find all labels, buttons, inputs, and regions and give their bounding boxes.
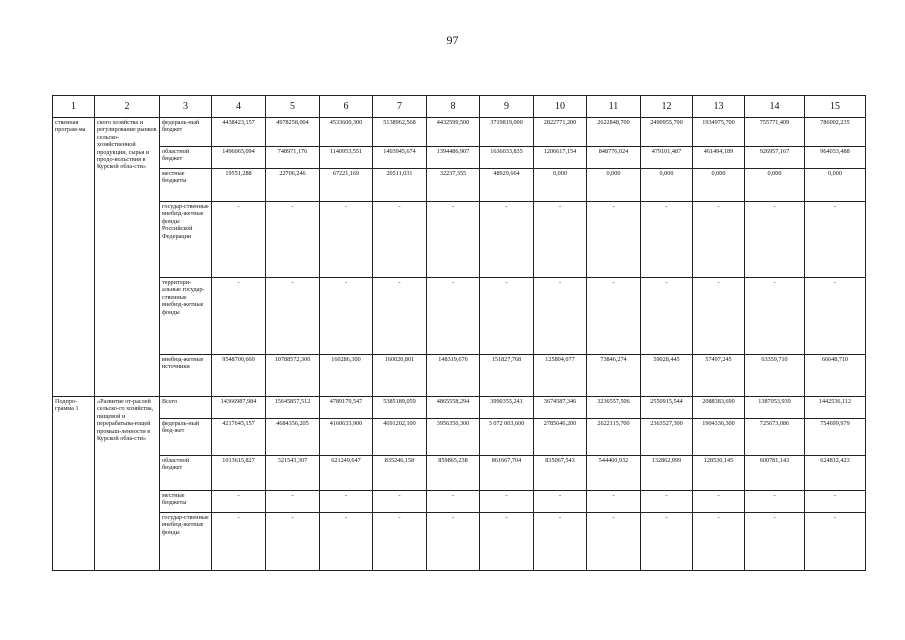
funding-source-cell: местные бюджеты bbox=[160, 491, 212, 513]
value-cell: 1013615,827 bbox=[212, 456, 266, 491]
value-cell: 4438423,157 bbox=[212, 118, 266, 147]
column-header: 1 bbox=[53, 96, 95, 118]
column-header: 3 bbox=[160, 96, 212, 118]
funding-source-cell: государ-ственные внебюд-жетные фонды Российской Федерации bbox=[160, 202, 212, 278]
value-cell: 132862,099 bbox=[641, 456, 693, 491]
column-header: 11 bbox=[587, 96, 641, 118]
value-cell: 160020,801 bbox=[373, 355, 427, 397]
table-row bbox=[53, 169, 866, 202]
value-cell: 9548700,660 bbox=[212, 355, 266, 397]
table-row bbox=[53, 419, 866, 456]
value-cell: 748971,176 bbox=[266, 147, 320, 169]
table-row bbox=[53, 456, 866, 491]
value-cell: - bbox=[534, 491, 587, 513]
value-cell: 57497,245 bbox=[693, 355, 745, 397]
value-cell: - bbox=[427, 202, 480, 278]
value-cell: 15645857,512 bbox=[266, 397, 320, 419]
column-header: 2 bbox=[95, 96, 160, 118]
value-cell: - bbox=[266, 278, 320, 355]
value-cell: - bbox=[373, 491, 427, 513]
value-cell: - bbox=[534, 202, 587, 278]
value-cell: - bbox=[587, 513, 641, 571]
header-row bbox=[53, 96, 866, 118]
value-cell: - bbox=[641, 278, 693, 355]
value-cell: 0,000 bbox=[641, 169, 693, 202]
value-cell: - bbox=[534, 278, 587, 355]
value-cell: 14366987,984 bbox=[212, 397, 266, 419]
value-cell: 32237,355 bbox=[427, 169, 480, 202]
value-cell: 3674587,346 bbox=[534, 397, 587, 419]
value-cell: 148319,676 bbox=[427, 355, 480, 397]
value-cell: 73846,274 bbox=[587, 355, 641, 397]
value-cell: 461494,189 bbox=[693, 147, 745, 169]
value-cell: - bbox=[693, 202, 745, 278]
value-cell: 3956350,300 bbox=[427, 419, 480, 456]
value-cell: 4533600,300 bbox=[320, 118, 373, 147]
value-cell: - bbox=[587, 202, 641, 278]
funding-source-cell: внебюд-жетные источники bbox=[160, 355, 212, 397]
value-cell: - bbox=[480, 513, 534, 571]
value-cell: 725673,086 bbox=[745, 419, 805, 456]
column-header: 13 bbox=[693, 96, 745, 118]
value-cell: 67221,169 bbox=[320, 169, 373, 202]
value-cell: 600781,143 bbox=[745, 456, 805, 491]
funding-source-cell: областной бюджет bbox=[160, 147, 212, 169]
value-cell: 2490955,700 bbox=[641, 118, 693, 147]
table-row bbox=[53, 513, 866, 571]
value-cell: - bbox=[745, 202, 805, 278]
value-cell: 3236557,506 bbox=[587, 397, 641, 419]
value-cell: 20511,031 bbox=[373, 169, 427, 202]
column-header: 12 bbox=[641, 96, 693, 118]
table-row bbox=[53, 118, 866, 147]
funding-source-cell: территори-альные государ-ственные внебюд-жетные фонды bbox=[160, 278, 212, 355]
column-header: 8 bbox=[427, 96, 480, 118]
value-cell: 4684356,205 bbox=[266, 419, 320, 456]
value-cell: 2622848,700 bbox=[587, 118, 641, 147]
value-cell: - bbox=[212, 202, 266, 278]
value-cell: 1140953,551 bbox=[320, 147, 373, 169]
value-cell: 2785646,200 bbox=[534, 419, 587, 456]
table-row bbox=[53, 491, 866, 513]
funding-source-cell: областной бюджет bbox=[160, 456, 212, 491]
value-cell: - bbox=[320, 513, 373, 571]
value-cell: 621249,647 bbox=[320, 456, 373, 491]
value-cell: - bbox=[745, 491, 805, 513]
value-cell: - bbox=[266, 202, 320, 278]
funding-source-cell: местные бюджеты bbox=[160, 169, 212, 202]
value-cell: - bbox=[320, 202, 373, 278]
value-cell: - bbox=[480, 491, 534, 513]
value-cell: 1206617,154 bbox=[534, 147, 587, 169]
program-name-cell: ского хозяйства и регулирование рынков сельско-хозяйственной продукции, сырья и продо-вольствия в Курской обла-сти» bbox=[95, 118, 160, 397]
value-cell: - bbox=[587, 278, 641, 355]
value-cell: 4160633,900 bbox=[320, 419, 373, 456]
value-cell: 63359,710 bbox=[745, 355, 805, 397]
value-cell: 0,000 bbox=[534, 169, 587, 202]
value-cell: - bbox=[266, 491, 320, 513]
program-status-cell: Подпро-грамма 1 bbox=[53, 397, 95, 571]
column-header: 15 bbox=[805, 96, 866, 118]
value-cell: - bbox=[480, 278, 534, 355]
value-cell: 4789179,547 bbox=[320, 397, 373, 419]
value-cell: 22706,246 bbox=[266, 169, 320, 202]
value-cell: 0,000 bbox=[587, 169, 641, 202]
value-cell: - bbox=[320, 491, 373, 513]
value-cell: - bbox=[805, 491, 866, 513]
column-header: 14 bbox=[745, 96, 805, 118]
table-row bbox=[53, 147, 866, 169]
value-cell: 0,000 bbox=[745, 169, 805, 202]
value-cell: - bbox=[745, 513, 805, 571]
value-cell: - bbox=[480, 202, 534, 278]
value-cell: 4691202,100 bbox=[373, 419, 427, 456]
value-cell: 5138962,568 bbox=[373, 118, 427, 147]
value-cell: 835067,543 bbox=[534, 456, 587, 491]
funding-source-cell: государ-ственные внебюд-жетные фонды bbox=[160, 513, 212, 571]
value-cell: - bbox=[745, 278, 805, 355]
value-cell: 1636033,835 bbox=[480, 147, 534, 169]
value-cell: 754699,979 bbox=[805, 419, 866, 456]
value-cell: - bbox=[320, 278, 373, 355]
value-cell: - bbox=[212, 513, 266, 571]
value-cell: 1442536,112 bbox=[805, 397, 866, 419]
table-row bbox=[53, 202, 866, 278]
value-cell: - bbox=[266, 513, 320, 571]
program-status-cell: ственная програм-ма bbox=[53, 118, 95, 397]
column-header: 9 bbox=[480, 96, 534, 118]
value-cell: 2622115,700 bbox=[587, 419, 641, 456]
value-cell: 4865558,294 bbox=[427, 397, 480, 419]
value-cell: 3719819,000 bbox=[480, 118, 534, 147]
value-cell: 125804,077 bbox=[534, 355, 587, 397]
value-cell: 479101,487 bbox=[641, 147, 693, 169]
value-cell: 964033,488 bbox=[805, 147, 866, 169]
value-cell: 755771,409 bbox=[745, 118, 805, 147]
column-header: 7 bbox=[373, 96, 427, 118]
value-cell: 66648,710 bbox=[805, 355, 866, 397]
value-cell: 321543,307 bbox=[266, 456, 320, 491]
value-cell: - bbox=[693, 491, 745, 513]
value-cell: 160286,300 bbox=[320, 355, 373, 397]
value-cell: - bbox=[373, 278, 427, 355]
value-cell: 0,000 bbox=[805, 169, 866, 202]
value-cell: 4217645,157 bbox=[212, 419, 266, 456]
column-header: 6 bbox=[320, 96, 373, 118]
value-cell: - bbox=[427, 491, 480, 513]
value-cell: 861667,704 bbox=[480, 456, 534, 491]
column-header: 4 bbox=[212, 96, 266, 118]
table-row bbox=[53, 397, 866, 419]
value-cell: 10788572,300 bbox=[266, 355, 320, 397]
value-cell: - bbox=[534, 513, 587, 571]
value-cell: - bbox=[805, 202, 866, 278]
value-cell: - bbox=[212, 491, 266, 513]
value-cell: 786002,235 bbox=[805, 118, 866, 147]
value-cell: - bbox=[805, 513, 866, 571]
value-cell: 151827,768 bbox=[480, 355, 534, 397]
value-cell: - bbox=[373, 513, 427, 571]
column-header: 5 bbox=[266, 96, 320, 118]
value-cell: - bbox=[427, 513, 480, 571]
column-header: 10 bbox=[534, 96, 587, 118]
value-cell: - bbox=[641, 202, 693, 278]
funding-source-cell: федераль-ный бюджет bbox=[160, 118, 212, 147]
value-cell: 48929,664 bbox=[480, 169, 534, 202]
value-cell: 59028,445 bbox=[641, 355, 693, 397]
value-cell: 1496065,094 bbox=[212, 147, 266, 169]
table-body bbox=[53, 118, 866, 571]
value-cell: - bbox=[693, 278, 745, 355]
value-cell: - bbox=[427, 278, 480, 355]
page-number: 97 bbox=[446, 33, 459, 47]
program-name-cell: «Развитие от-раслей сельско-го хозяйства, пищевой и перерабатыва-ющей промыш-ленности в Курской обла-сти» bbox=[95, 397, 160, 571]
value-cell: 1403945,674 bbox=[373, 147, 427, 169]
value-cell: 1934975,700 bbox=[693, 118, 745, 147]
value-cell: 1904336,300 bbox=[693, 419, 745, 456]
value-cell: 4432599,500 bbox=[427, 118, 480, 147]
funding-source-cell: Всего bbox=[160, 397, 212, 419]
value-cell: 2822771,200 bbox=[534, 118, 587, 147]
value-cell: 544460,932 bbox=[587, 456, 641, 491]
table-row bbox=[53, 355, 866, 397]
value-cell: 3990355,241 bbox=[480, 397, 534, 419]
value-cell: 19551,288 bbox=[212, 169, 266, 202]
value-cell: 1394486,907 bbox=[427, 147, 480, 169]
value-cell: 848776,024 bbox=[587, 147, 641, 169]
value-cell: - bbox=[641, 491, 693, 513]
value-cell: 2550915,544 bbox=[641, 397, 693, 419]
value-cell: 624812,423 bbox=[805, 456, 866, 491]
value-cell: - bbox=[587, 491, 641, 513]
value-cell: - bbox=[693, 513, 745, 571]
value-cell: 3 072 003,600 bbox=[480, 419, 534, 456]
value-cell: 0,000 bbox=[693, 169, 745, 202]
value-cell: 2363527,300 bbox=[641, 419, 693, 456]
value-cell: 859865,238 bbox=[427, 456, 480, 491]
value-cell: - bbox=[805, 278, 866, 355]
value-cell: - bbox=[641, 513, 693, 571]
value-cell: 5385189,059 bbox=[373, 397, 427, 419]
funding-source-cell: федераль-ный бюд-жет bbox=[160, 419, 212, 456]
budget-table bbox=[52, 95, 866, 571]
value-cell: 926957,167 bbox=[745, 147, 805, 169]
value-cell: - bbox=[373, 202, 427, 278]
value-cell: 2088383,690 bbox=[693, 397, 745, 419]
value-cell: 4978258,004 bbox=[266, 118, 320, 147]
value-cell: 128530,145 bbox=[693, 456, 745, 491]
value-cell: 1387053,939 bbox=[745, 397, 805, 419]
value-cell: - bbox=[212, 278, 266, 355]
value-cell: 835246,158 bbox=[373, 456, 427, 491]
table-row bbox=[53, 278, 866, 355]
